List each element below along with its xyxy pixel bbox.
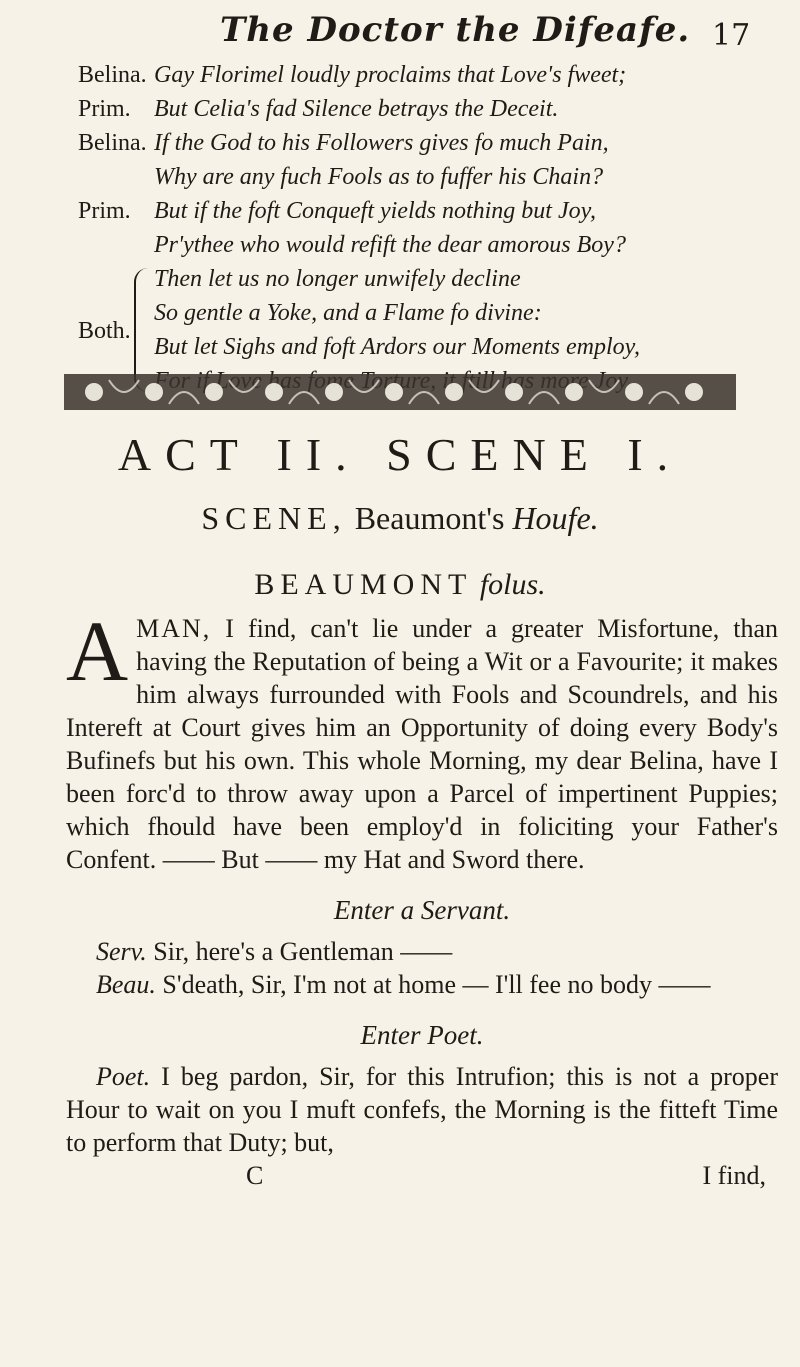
speech-text: Gay Florimel loudly proclaims that Love's fweet; bbox=[154, 62, 627, 88]
place-name: Beaumont's bbox=[354, 500, 505, 536]
speech-text: But if the foft Conqueft yields nothing but Joy, bbox=[154, 198, 596, 224]
stage-direction: Enter Poet. bbox=[360, 1020, 484, 1050]
dialogue-line bbox=[78, 194, 778, 228]
beaumont-speech bbox=[66, 603, 778, 876]
speech-text: If the God to his Followers gives fo much Pain, bbox=[154, 130, 609, 156]
page-footer bbox=[66, 1159, 778, 1192]
dialogue-line bbox=[78, 160, 778, 194]
speech-body: S'death, Sir, I'm not at home — I'll fee no body —— bbox=[162, 970, 711, 999]
speech-body: I find, can't lie under a greater Misfortune, than having the Reputation of being a Wit or a Favourite; it makes him always furrounded with Fools and Scoundrels, and his Intereft at Court gives him an Opportunity of doing every Body's Bufinefs but his own. This whole Morning, my dear Belina, have I been forc'd to throw away upon a Parcel of impertinent Puppies; which fhould have been employ'd in foliciting your Father's Confent. —— But —— my Hat and Sword there. bbox=[66, 614, 778, 874]
speech-body: Sir, here's a Gentleman —— bbox=[153, 937, 453, 966]
poet-speech bbox=[66, 1060, 778, 1159]
speaker-label: Belina. bbox=[78, 62, 147, 88]
scene-text bbox=[66, 603, 778, 1192]
catchword: I find, bbox=[702, 1161, 766, 1190]
chorus-line: Then let us no longer unwifely decline bbox=[154, 266, 521, 292]
speech-text: Why are any fuch Fools as to fuffer his Chain? bbox=[154, 164, 604, 190]
act-heading: ACT II. SCENE I. bbox=[117, 429, 683, 480]
speaker-label: Serv. bbox=[96, 937, 147, 966]
beau-speech bbox=[66, 968, 778, 1001]
page-number: 17 bbox=[712, 18, 751, 53]
stage-direction: folus. bbox=[479, 568, 546, 601]
speech-body: I beg pardon, Sir, for this Intrufion; this is not a proper Hour to wait on you I muft confefs, the Morning is the fitteft Time to perform that Duty; but, bbox=[66, 1062, 778, 1157]
ornament-band bbox=[64, 368, 736, 416]
chorus-line: So gentle a Yoke, and a Flame fo divine: bbox=[154, 300, 542, 326]
dialogue-line bbox=[78, 58, 778, 92]
dialogue-line bbox=[78, 126, 778, 160]
speech-text: But Celia's fad Silence betrays the Deceit. bbox=[154, 96, 559, 122]
speaker-label: Prim. bbox=[78, 198, 131, 224]
scene-location bbox=[0, 500, 800, 537]
speaker-label: Belina. bbox=[78, 130, 147, 156]
character-name: BEAUMONT bbox=[254, 568, 473, 601]
chorus-line: But let Sighs and foft Ardors our Moments employ, bbox=[154, 334, 640, 360]
speaker-label: Beau. bbox=[96, 970, 156, 999]
running-title: The Doctor the Difeafe. bbox=[220, 10, 691, 50]
servant-speech bbox=[66, 935, 778, 968]
character-heading bbox=[0, 568, 800, 602]
stage-direction: Enter a Servant. bbox=[333, 895, 511, 925]
speaker-label: Poet. bbox=[96, 1062, 151, 1091]
place-word: Houfe. bbox=[512, 500, 599, 536]
speaker-label: Prim. bbox=[78, 96, 131, 122]
scene-label: SCENE, bbox=[201, 500, 347, 536]
signature-mark: C bbox=[246, 1161, 264, 1190]
speaker-label: Both. bbox=[78, 318, 131, 344]
dialogue-line bbox=[78, 228, 778, 262]
dialogue-line bbox=[78, 92, 778, 126]
song-dialogue bbox=[78, 58, 778, 398]
opening-word: MAN, bbox=[136, 614, 212, 643]
speech-text: Pr'ythee who would refift the dear amorous Boy? bbox=[154, 232, 626, 258]
drop-cap: A bbox=[66, 603, 129, 699]
